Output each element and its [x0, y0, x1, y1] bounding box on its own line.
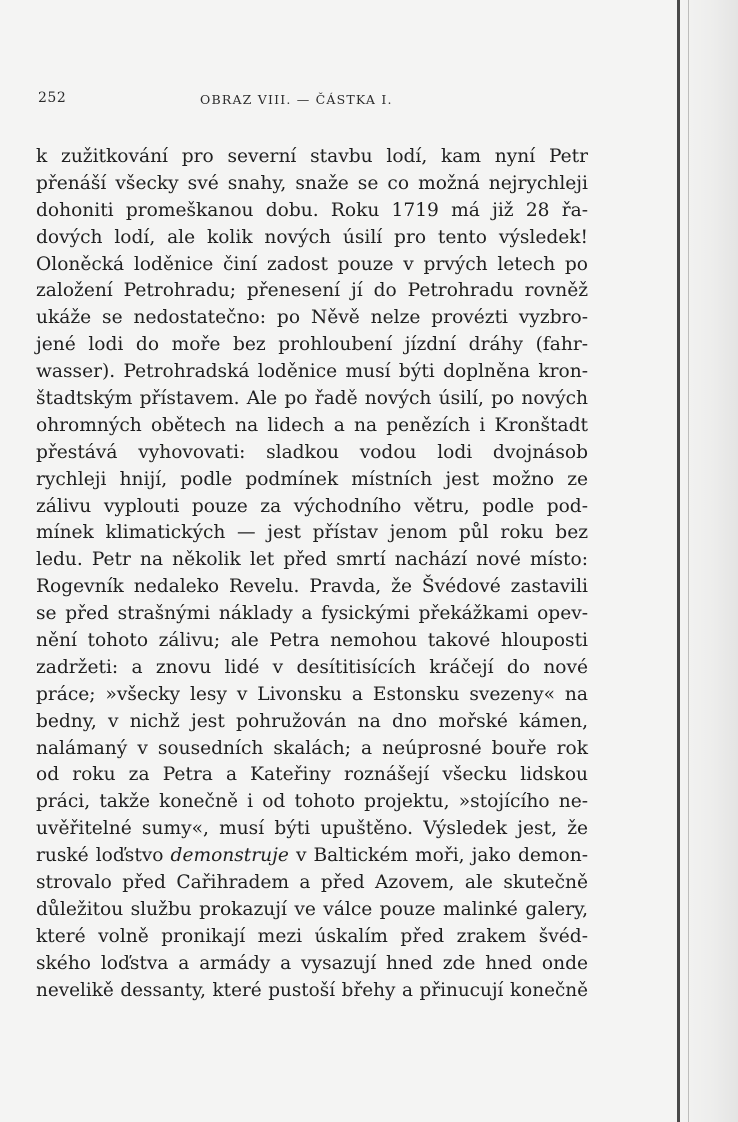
- text-segment: ruské loďstvo: [36, 845, 171, 867]
- text-line: zálivu vyplouti pouze za východního větru, podle pod-: [36, 495, 588, 517]
- text-line: nevelikě dessanty, které pustoší břehy a přinucují konečně: [36, 979, 588, 1001]
- text-line: zadržeti: a znovu lidé v desítitisících kráčejí do nové: [36, 656, 588, 678]
- text-line: ského loďstva a armády a vysazují hned zde hned onde: [36, 952, 588, 974]
- text-line: wasser). Petrohradská loděnice musí býti doplněna kron-: [36, 361, 588, 383]
- text-line: rychleji hnijí, podle podmínek místních jest možno ze: [36, 468, 588, 490]
- italic-word: demonstruje: [170, 845, 289, 867]
- body-text: [36, 144, 588, 1005]
- text-line: ledu. Petr na několik let před smrtí nachází nové místo:: [36, 549, 588, 571]
- text-line: jené lodi do moře bez prohloubení jízdní dráhy (fahr-: [36, 334, 588, 356]
- text-line: ohromných obětech na lidech a na penězích i Kronštadt: [36, 414, 588, 436]
- text-line: Oloněcká loděnice činí zadost pouze v prvých letech po: [36, 253, 588, 275]
- text-line: bedny, v nichž jest pohružován na dno mořské kámen,: [36, 710, 588, 732]
- text-line: se před strašnými náklady a fysickými překážkami opev-: [36, 603, 588, 625]
- page-header: [38, 90, 598, 114]
- text-line: dových lodí, ale kolik nových úsilí pro tento výsledek!: [36, 226, 588, 248]
- text-line: mínek klimatických — jest přístav jenom půl roku bez: [36, 522, 588, 544]
- page-number: 252: [38, 90, 67, 106]
- binding-edge: [677, 0, 680, 1122]
- text-line: práci, takže konečně i od tohoto projektu, »stojícího ne-: [36, 791, 588, 813]
- text-line-mixed: [36, 843, 588, 870]
- text-segment: v Baltickém moři, jako demon-: [288, 845, 588, 867]
- text-line: přestává vyhovovati: sladkou vodou lodi dvojnásob: [36, 441, 588, 463]
- text-line: k zužitkování pro severní stavbu lodí, kam nyní Petr: [36, 146, 588, 167]
- binding-edge-shadow: [688, 0, 689, 1122]
- text-line: dohoniti promeškanou dobu. Roku 1719 má již 28 řa-: [36, 199, 588, 221]
- text-line: přenáší všecky své snahy, snaže se co možná nejrychleji: [36, 172, 588, 194]
- text-line: založení Petrohradu; přenesení jí do Petrohradu rovněž: [36, 280, 588, 302]
- text-line: Rogevník nedaleko Revelu. Pravda, že Švédové zastavili: [36, 576, 588, 598]
- text-line: důležitou službu prokazují ve válce pouze malinké galery,: [36, 898, 588, 920]
- text-line: nalámaný v sousedních skalách; a neúprosné bouře rok: [36, 737, 588, 759]
- text-line: nění tohoto zálivu; ale Petra nemohou takové hlouposti: [36, 630, 588, 652]
- text-line: které volně pronikají mezi úskalím před zrakem švéd-: [36, 925, 588, 947]
- text-line: uvěřitelné sumy«, musí býti upuštěno. Výsledek jest, že: [36, 818, 588, 840]
- text-line: strovalo před Cařihradem a před Azovem, ale skutečně: [36, 872, 588, 894]
- text-line: od roku za Petra a Kateřiny roznášejí všecku lidskou: [36, 764, 588, 786]
- page-gutter: [676, 0, 738, 1122]
- running-head: OBRAZ VIII. — ČÁSTKA I.: [200, 92, 393, 107]
- text-line: štadtským přístavem. Ale po řadě nových úsilí, po nových: [36, 388, 588, 410]
- text-line: ukáže se nedostatečno: po Něvě nelze provézti vyzbro-: [36, 307, 588, 329]
- text-line: práce; »všecky lesy v Livonsku a Estonsku svezeny« na: [36, 683, 588, 705]
